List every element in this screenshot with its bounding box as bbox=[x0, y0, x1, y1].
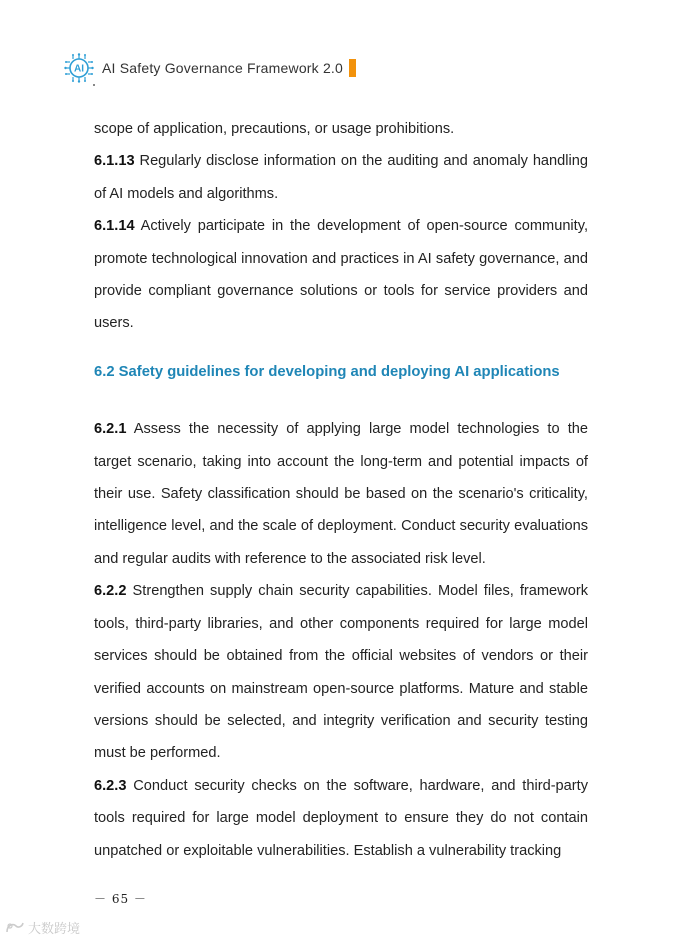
clause-text: Strengthen supply chain security capabilities. Model files, framework tools, third-party libraries, and other components required for large model services should be obtained from the official websites of vendors or their verified accounts on mainstream open-source platforms. Mature and stable versions should be selected, and integrity verification and security testing must be performed. bbox=[94, 583, 588, 762]
clause-text: Conduct security checks on the software, hardware, and third-party tools required for large model deployment to ensure they do not contain unpatched or exploitable vulnerabilities. Establish a vulnerability tracking bbox=[94, 777, 588, 859]
clause-number: 6.2.3 bbox=[94, 777, 127, 794]
paragraph-continuation bbox=[94, 113, 588, 145]
header-divider-dot bbox=[93, 84, 95, 86]
clause-6-2-1 bbox=[94, 413, 588, 575]
watermark-logo-icon bbox=[4, 920, 26, 936]
clause-number: 6.1.13 bbox=[94, 153, 135, 170]
header-title: AI Safety Governance Framework 2.0 bbox=[102, 60, 344, 76]
clause-6-1-14 bbox=[94, 210, 588, 340]
document-body bbox=[94, 113, 588, 867]
clause-6-2-2 bbox=[94, 575, 588, 769]
header-accent-bar bbox=[349, 59, 356, 77]
clause-number: 6.2.2 bbox=[94, 583, 127, 600]
watermark-text: 大数跨境 bbox=[28, 921, 81, 936]
page-number: － 65 － bbox=[94, 892, 147, 906]
ai-chip-logo-icon bbox=[64, 53, 94, 83]
clause-text: Regularly disclose information on the auditing and anomaly handling of AI models and algorithms. bbox=[94, 153, 588, 202]
clause-6-1-13 bbox=[94, 145, 588, 210]
page-header bbox=[64, 52, 356, 84]
clause-text: Actively participate in the development of open-source community, promote technological innovation and practices in AI safety governance, and provide compliant governance solutions or tools for service providers and users. bbox=[94, 218, 588, 332]
paragraph-text: scope of application, precautions, or usage prohibitions. bbox=[94, 121, 455, 137]
clause-text: Assess the necessity of applying large model technologies to the target scenario, taking into account the long-term and potential impacts of their use. Safety classification should be based on the scenario's criticality, intelligence level, and the scale of deployment. Conduct security evaluations and regular audits with reference to the associated risk level. bbox=[94, 421, 588, 567]
clause-number: 6.1.14 bbox=[94, 218, 135, 235]
clause-6-2-3 bbox=[94, 770, 588, 867]
section-heading-6-2: 6.2 Safety guidelines for developing and deploying AI applications bbox=[94, 363, 560, 380]
clause-number: 6.2.1 bbox=[94, 421, 127, 438]
svg-text:AI: AI bbox=[74, 63, 84, 75]
watermark bbox=[4, 918, 80, 937]
